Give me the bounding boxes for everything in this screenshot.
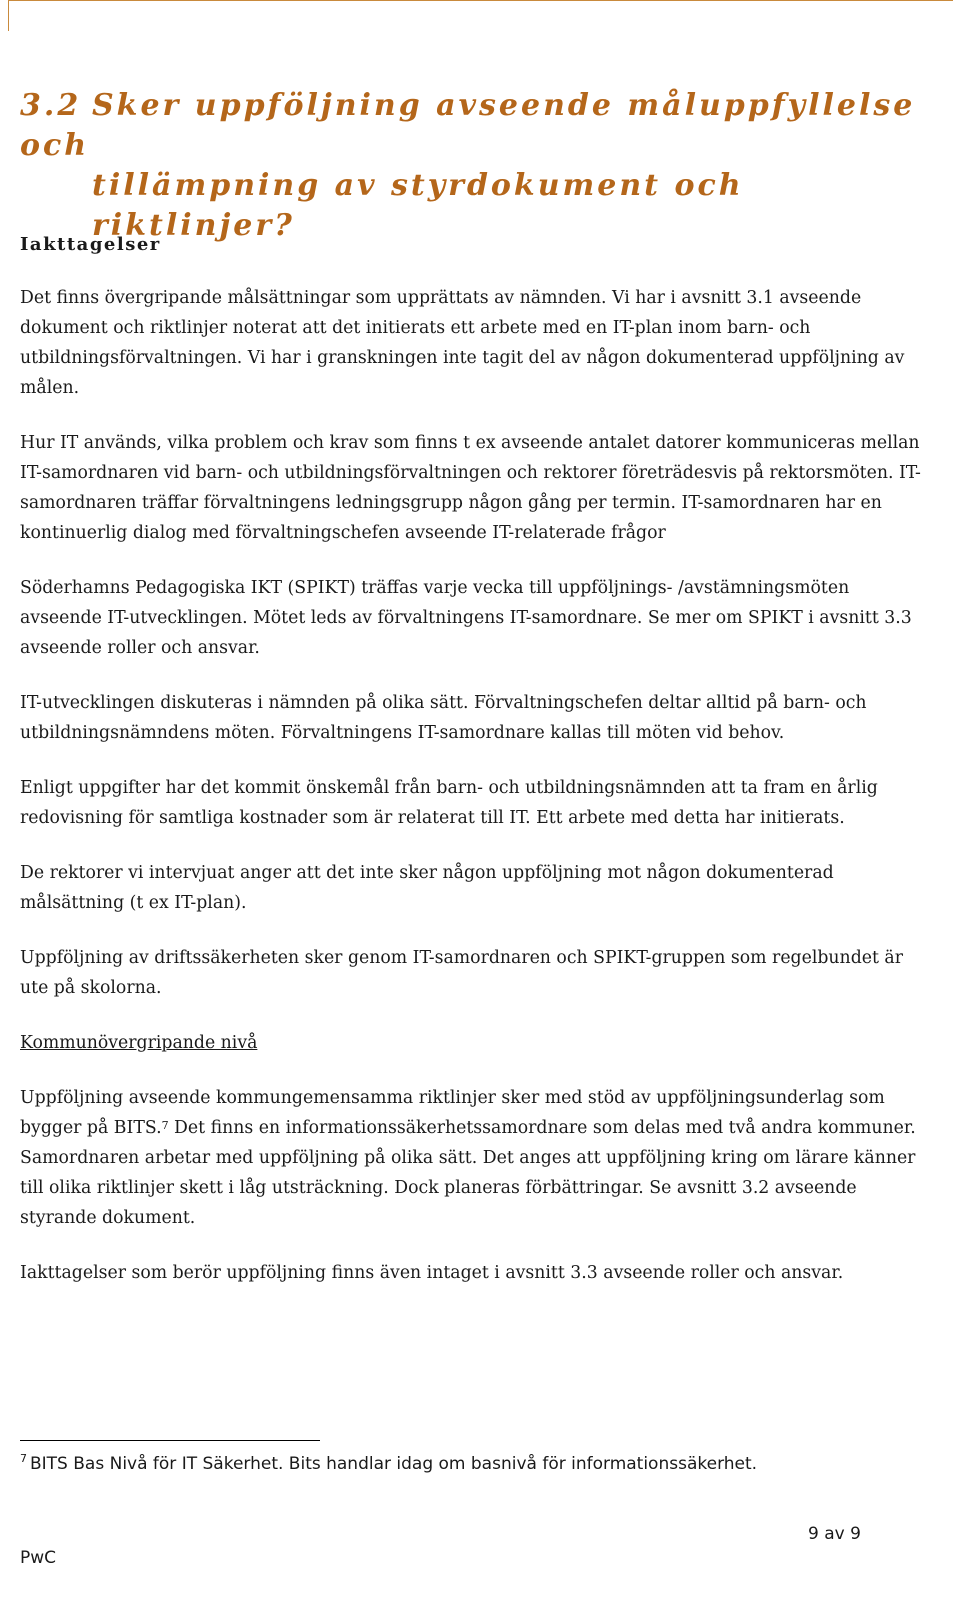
section-title-underlined: Kommunövergripande nivå [20,1033,258,1053]
section-heading-line-2: tillämpning av styrdokument och riktlinjer? [92,168,744,243]
section-heading-line-1: Sker uppföljning avseende måluppfyllelse och [20,88,916,163]
paragraph-part-1: Uppföljning avseende kommungemensamma riktlinjer sker med stöd av uppföljningsunderlag som bygger på BITS. [20,1088,885,1138]
body-text [20,283,935,1313]
footnote [20,1452,940,1478]
paragraph: De rektorer vi intervjuat anger att det inte sker någon uppföljning mot någon dokumenterad målsättning (t ex IT-plan). [20,863,834,913]
page-number: 9 av 9 [808,1524,861,1544]
paragraph: IT-utvecklingen diskuteras i nämnden på olika sätt. Förvaltningschefen deltar alltid på barn- och utbildningsnämndens möten. Förvaltningens IT-samordnare kallas till möten vid behov. [20,693,867,743]
page-frame-rule [8,0,953,31]
footnote-reference: 7 [161,1119,169,1132]
footnote-text: BITS Bas Nivå för IT Säkerhet. Bits handlar idag om basnivå för informationssäkerhet. [30,1454,758,1474]
paragraph: Enligt uppgifter har det kommit önskemål från barn- och utbildningsnämnden att ta fram en årlig redovisning för samtliga kostnader som är relaterat till IT. Ett arbete med detta har initierats. [20,778,878,828]
paragraph: Det finns övergripande målsättningar som upprättats av nämnden. Vi har i avsnitt 3.1 avseende dokument och riktlinjer noterat att det initierats ett arbete med en IT-plan inom barn- och utbildningsförvaltningen. Vi har i granskningen inte tagit del av någon dokumenterad uppföljning av målen. [20,288,905,398]
footnote-number: 7 [20,1452,27,1465]
paragraph-part-2: Det finns en informationssäkerhetssamordnare som delas med två andra kommuner. Samordnaren arbetar med uppföljning på olika sätt. Det anges att uppföljning kring om lärare känner till olika riktlinjer skett i låg utsträckning. Dock planeras förbättringar. Se avsnitt 3.2 avseende styrande dokument. [20,1118,916,1228]
footer-brand: PwC [20,1548,57,1568]
paragraph: Iakttagelser som berör uppföljning finns även intaget i avsnitt 3.3 avseende roller och ansvar. [20,1263,844,1283]
paragraph: Hur IT används, vilka problem och krav som finns t ex avseende antalet datorer kommuniceras mellan IT-samordnaren vid barn- och utbildningsförvaltningen och rektorer företrädesvis på rektorsmöten. IT-samordnaren träffar förvaltningens ledningsgrupp någon gång per termin. IT-samordnaren har en kontinuerlig dialog med förvaltningschefen avseende IT-relaterade frågor [20,433,921,543]
paragraph-with-footnote [20,1083,935,1233]
paragraph: Uppföljning av driftssäkerheten sker genom IT-samordnaren och SPIKT-gruppen som regelbundet är ute på skolorna. [20,948,903,998]
subheading: Iakttagelser [20,234,161,255]
section-heading [20,86,940,246]
paragraph: Söderhamns Pedagogiska IKT (SPIKT) träffas varje vecka till uppföljnings- /avstämningsmöten avseende IT-utvecklingen. Mötet leds av förvaltningens IT-samordnare. Se mer om SPIKT i avsnitt 3.3 avseende roller och ansvar. [20,578,912,658]
footnote-divider [20,1440,320,1441]
section-number: 3.2 [20,88,82,123]
